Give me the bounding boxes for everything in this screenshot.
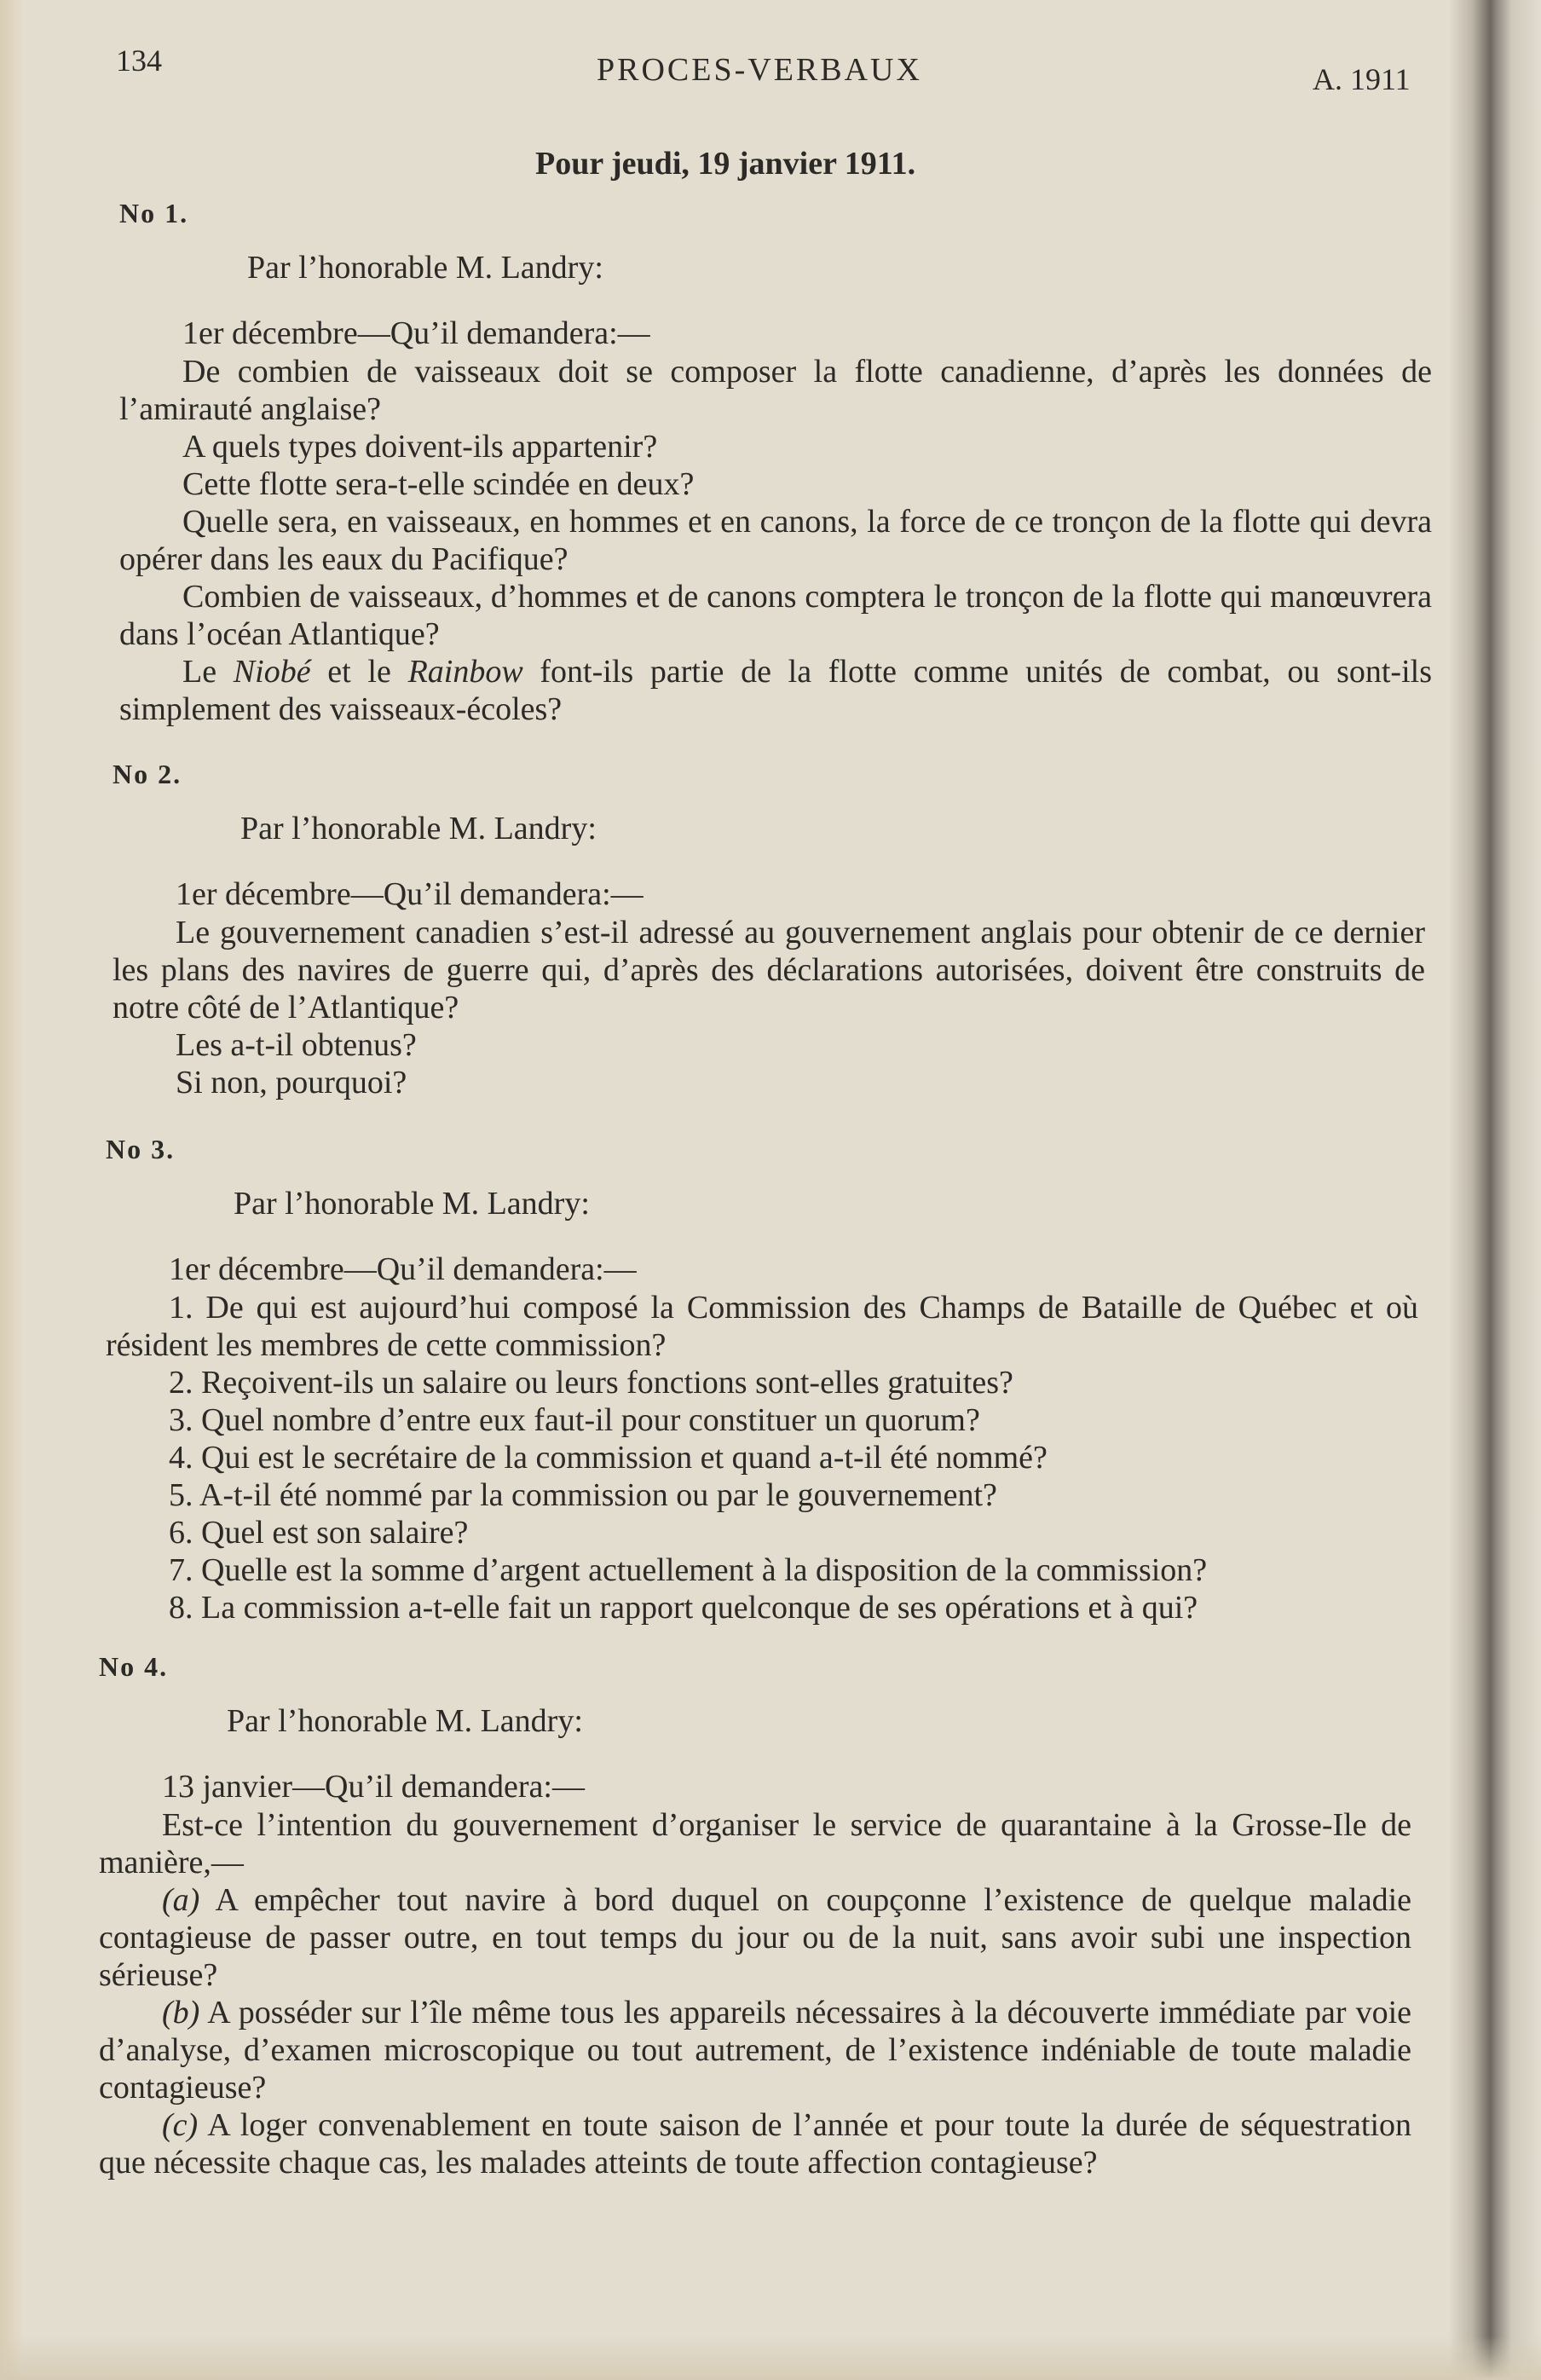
question-paragraph: A quels types doivent-ils appartenir?: [182, 429, 658, 465]
question-number: No 2.: [113, 759, 182, 789]
question-1: [119, 198, 1432, 728]
question-number: No 1.: [119, 198, 189, 228]
question-author: Par l’honorable M. Landry:: [247, 250, 603, 286]
question-paragraph: [119, 653, 1432, 728]
lettered-subquestion: [99, 1994, 1411, 2106]
question-paragraph: Si non, pourquoi?: [176, 1065, 407, 1100]
running-title: PROCES-VERBAUX: [597, 52, 922, 88]
lettered-subquestion: [99, 1881, 1411, 1994]
volume-reference: A. 1911: [1313, 62, 1411, 96]
text-run: Le: [182, 654, 234, 690]
item-label: (a): [162, 1882, 200, 1918]
question-paragraph: Les a-t-il obtenus?: [176, 1027, 417, 1063]
numbered-subquestion: 6. Quel est son salaire?: [169, 1515, 469, 1551]
item-label: (b): [162, 1995, 200, 2031]
question-4: [99, 1651, 1411, 2181]
question-paragraph: Est-ce l’intention du gouvernement d’organiser le service de quarantaine à la Grosse-Ile de manière,—: [99, 1807, 1411, 1880]
numbered-subquestion: 8. La commission a-t-elle fait un rapport quelconque de ses opérations et à qui?: [169, 1590, 1198, 1626]
page-bottom-edge: [0, 2336, 1541, 2380]
item-text: A posséder sur l’île même tous les appareils nécessaires à la découverte immédiate par voie d’analyse, d’examen microscopique ou tout autrement, de l’existence indéniable de toute maladie contagieuse?: [99, 1995, 1411, 2106]
question-2: [113, 759, 1425, 1101]
numbered-subquestion: 2. Reçoivent-ils un salaire ou leurs fonctions sont-elles gratuites?: [169, 1365, 1013, 1401]
numbered-subquestion: 7. Quelle est la somme d’argent actuellement à la disposition de la commission?: [169, 1552, 1208, 1588]
text-run: font-ils partie de la flotte comme unités de combat, ou sont-ils simplement des vaisseaux-écoles?: [119, 654, 1432, 727]
question-intro: 1er décembre—Qu’il demandera:—: [182, 315, 650, 351]
numbered-subquestion: 3. Quel nombre d’entre eux faut-il pour constituer un quorum?: [169, 1402, 980, 1438]
book-spine-shadow: [1449, 0, 1541, 2380]
text-run: et le: [310, 654, 408, 690]
question-paragraph: Combien de vaisseaux, d’hommes et de canons comptera le tronçon de la flotte qui manœuvrera dans l’océan Atlantique?: [119, 579, 1432, 652]
question-paragraph: Le gouvernement canadien s’est-il adressé au gouvernement anglais pour obtenir de ce dernier les plans des navires de guerre qui, d’après des déclarations autorisées, doivent être construits de notre côté de l’Atlantique?: [113, 915, 1425, 1025]
item-text: A empêcher tout navire à bord duquel on coupçonne l’existence de quelque maladie contagieuse de passer outre, en tout temps du jour ou de la nuit, sans avoir subi une inspection sérieuse?: [99, 1882, 1411, 1993]
question-author: Par l’honorable M. Landry:: [234, 1186, 590, 1222]
page-number: 134: [116, 43, 162, 78]
question-author: Par l’honorable M. Landry:: [227, 1703, 583, 1739]
question-paragraph: Quelle sera, en vaisseaux, en hommes et en canons, la force de ce tronçon de la flotte qui devra opérer dans les eaux du Pacifique?: [119, 504, 1432, 577]
lettered-subquestion: [99, 2106, 1411, 2181]
question-paragraph: Cette flotte sera-t-elle scindée en deux?: [182, 466, 695, 502]
question-author: Par l’honorable M. Landry:: [240, 811, 597, 846]
running-head: [0, 43, 1541, 94]
question-intro: 1er décembre—Qu’il demandera:—: [169, 1251, 637, 1287]
question-3: [106, 1134, 1418, 1626]
ship-name-niobe: Niobé: [233, 654, 311, 690]
question-number: No 3.: [106, 1134, 176, 1164]
question-paragraph: De combien de vaisseaux doit se composer la flotte canadienne, d’après les données de l’amirauté anglaise?: [119, 354, 1432, 427]
question-number: No 4.: [99, 1651, 169, 1682]
numbered-subquestion: 5. A-t-il été nommé par la commission ou par le gouvernement?: [169, 1477, 997, 1513]
item-text: A loger convenablement en toute saison de l’année et pour toute la durée de séquestration que nécessite chaque cas, les malades atteints de toute affection contagieuse?: [99, 2107, 1411, 2181]
question-intro: 1er décembre—Qu’il demandera:—: [176, 876, 644, 912]
ship-name-rainbow: Rainbow: [407, 654, 523, 690]
numbered-subquestion: 4. Qui est le secrétaire de la commission et quand a-t-il été nommé?: [169, 1440, 1048, 1476]
page-left-edge: [0, 0, 22, 2380]
numbered-subquestion: 1. De qui est aujourd’hui composé la Commission des Champs de Bataille de Québec et où résident les membres de cette commission?: [106, 1290, 1418, 1363]
item-label: (c): [162, 2107, 199, 2143]
session-date-heading: Pour jeudi, 19 janvier 1911.: [535, 146, 916, 182]
question-intro: 13 janvier—Qu’il demandera:—: [162, 1769, 585, 1805]
